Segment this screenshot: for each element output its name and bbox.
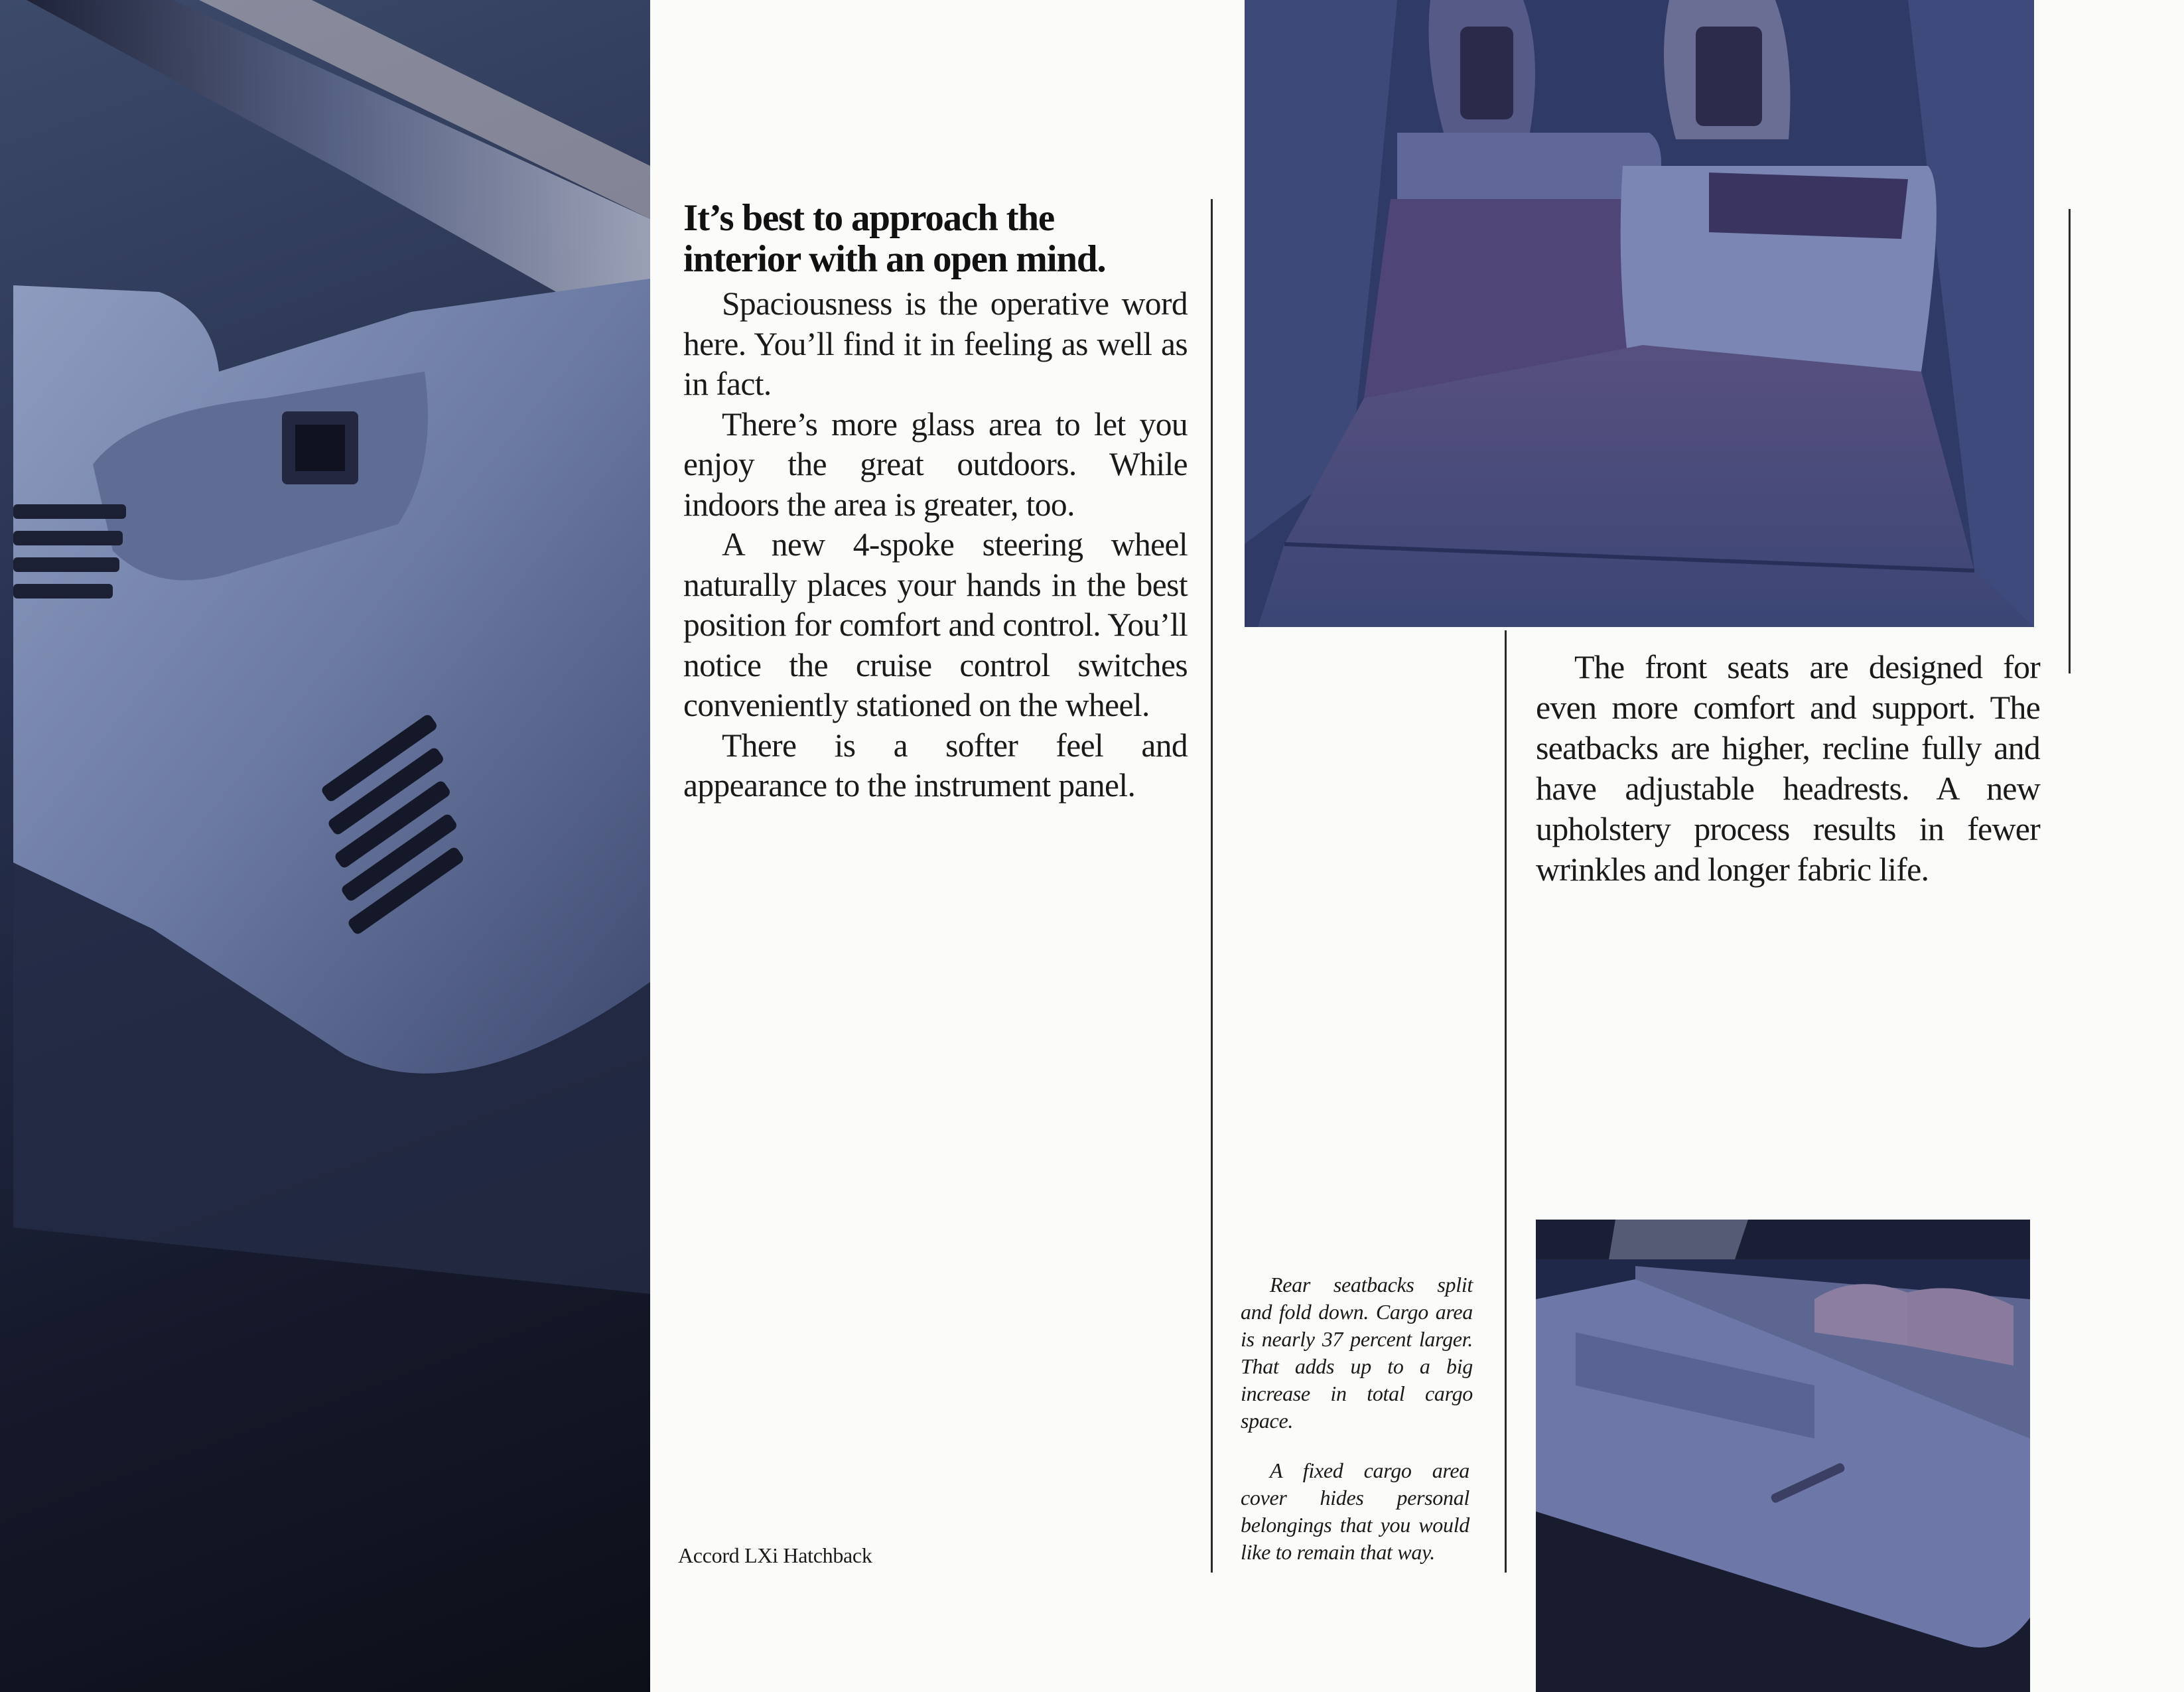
- headline-line-2: interior with an open mind.: [683, 238, 1106, 280]
- headline: [683, 198, 1188, 280]
- model-label: Accord LXi Hatchback: [678, 1543, 872, 1567]
- body-paragraph: There is a softer feel and appearance to the instrument panel.: [683, 727, 1188, 804]
- column-rule: [1505, 630, 1507, 1573]
- cargo-cover-caption: [1241, 1457, 1469, 1566]
- column-rule: [2069, 209, 2071, 673]
- body-paragraph: Spaciousness is the operative word here. You’ll find it in feeling as well as in fact.: [683, 285, 1188, 402]
- body-copy: [683, 284, 1188, 806]
- cargo-area-photo: [1245, 0, 2034, 627]
- column-rule: [1211, 199, 1213, 1573]
- body-paragraph: A new 4-spoke steering wheel naturally places your hands in the best position for comfort and control. You’ll notice the cruise control switches conveniently stationed on the wheel.: [683, 526, 1188, 723]
- headline-line-1: It’s best to approach the: [683, 197, 1055, 239]
- body-paragraph: There’s more glass area to let you enjoy the great outdoors. While indoors the area is greater, too.: [683, 405, 1188, 523]
- dashboard-photo: [0, 0, 650, 1692]
- caption-text: A fixed cargo area cover hides personal belongings that you would like to remain that way.: [1241, 1458, 1469, 1564]
- front-seats-copy: [1536, 647, 2040, 890]
- front-seats-paragraph: The front seats are designed for even more comfort and support. The seatbacks are higher, recline fully and have adjustable headrests. A new upholstery process results in fewer wrinkles and longer fabric life.: [1536, 648, 2040, 888]
- rear-seatbacks-caption: [1241, 1271, 1473, 1435]
- cargo-cover-photo: [1536, 1220, 2030, 1692]
- caption-text: Rear seatbacks split and fold down. Cargo area is nearly 37 percent larger. That adds up to a big increase in total cargo space.: [1241, 1273, 1473, 1433]
